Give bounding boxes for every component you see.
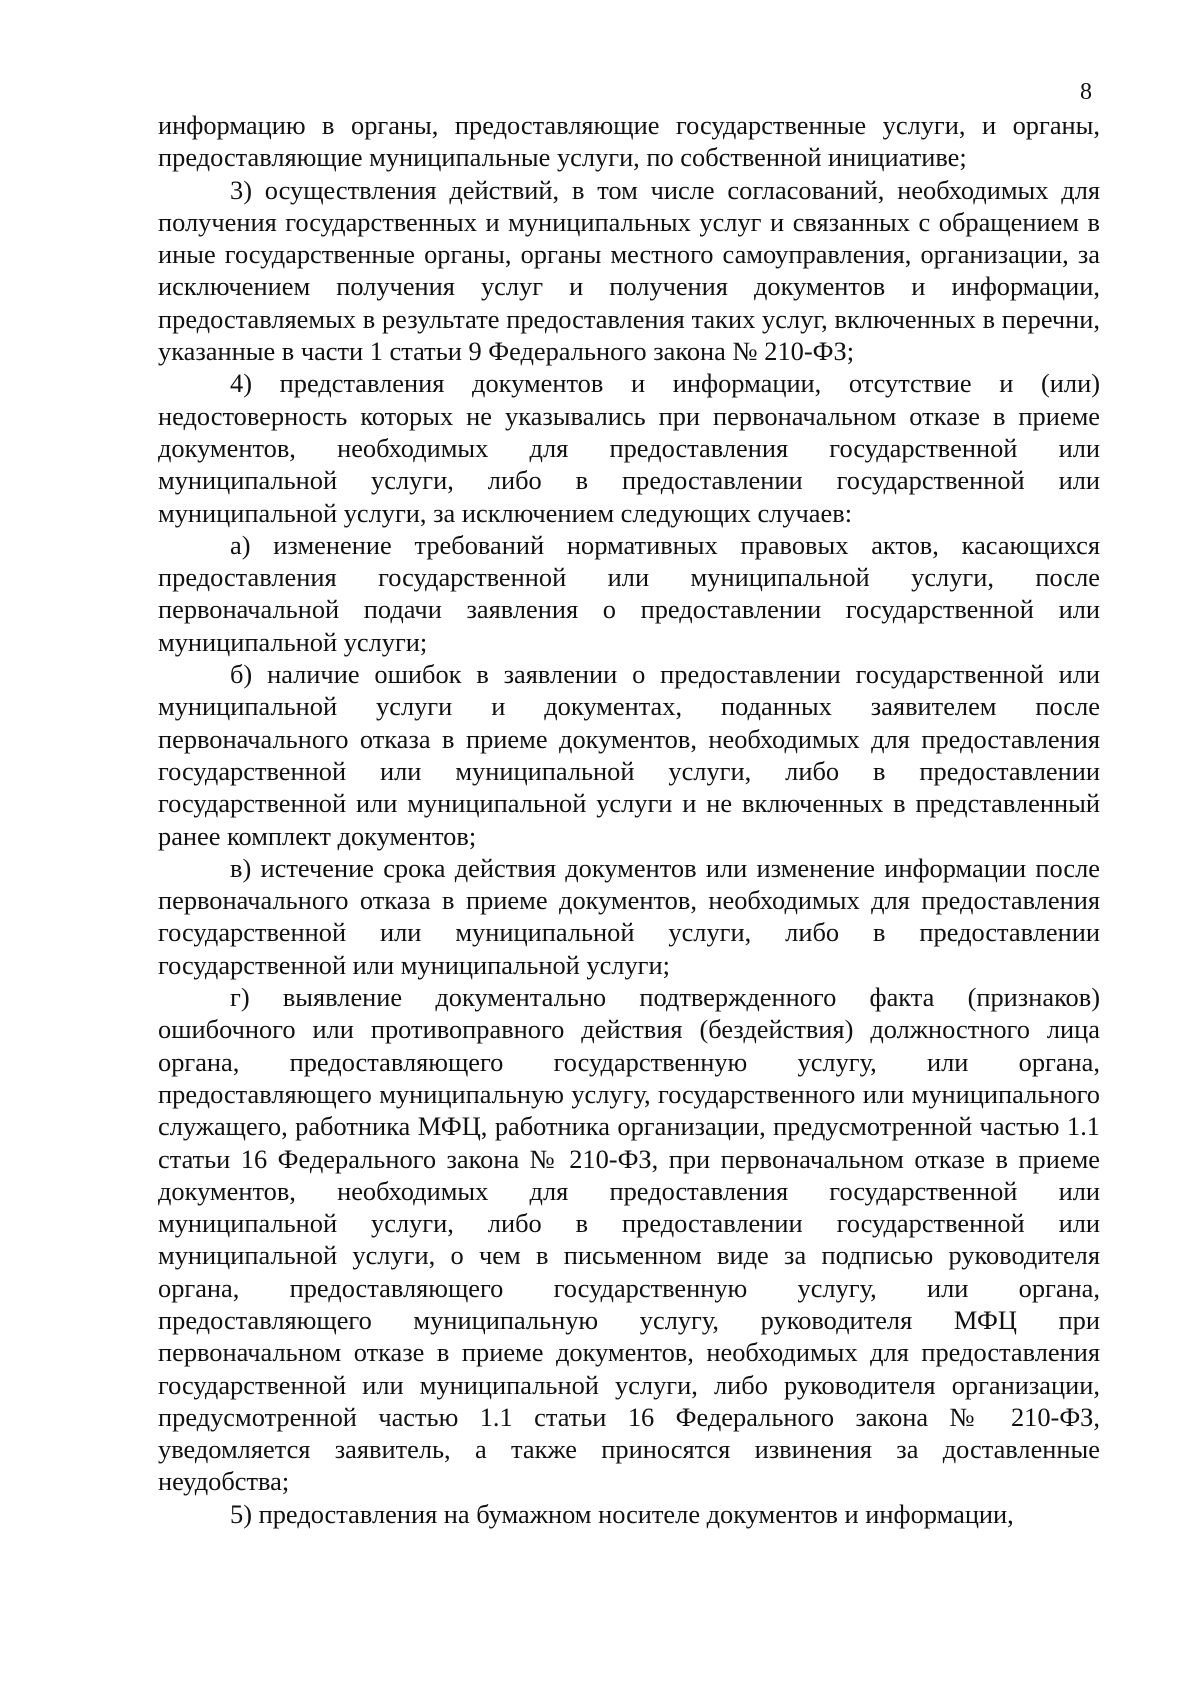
document-body — [158, 109, 1100, 1530]
paragraph-item-3: 3) осуществления действий, в том числе согласований, необходимых для получения государственных и муниципальных услуг и связанных с обращением в иные государственные органы, органы местного самоуправления, организации, за исключением получения услуг и получения документов и информации, предоставляемых в результате предоставления таких услуг, включенных в перечни, указанные в части 1 статьи 9 Федерального закона № 210-ФЗ; — [158, 174, 1100, 367]
paragraph: информацию в органы, предоставляющие государственные услуги, и органы, предоставляющие муниципальные услуги, по собственной инициативе; — [158, 110, 1100, 173]
subitem-b: б) наличие ошибок в заявлении о предоставлении государственной или муниципальной услуги и документах, поданных заявителем после первоначального отказа в приеме документов, необходимых для предоставления государственной или муниципальной услуги, либо в предоставлении государственной или муниципальной услуги и не включенных в представленный ранее комплект документов; — [158, 659, 1100, 851]
paragraph-item-5: 5) предоставления на бумажном носителе документов и информации, — [230, 1498, 1014, 1529]
subitem-v: в) истечение срока действия документов или изменение информации после первоначального отказа в приеме документов, необходимых для предоставления государственной или муниципальной услуги, либо в предоставлении государственной или муниципальной услуги; — [158, 852, 1100, 980]
subitem-a: а) изменение требований нормативных правовых актов, касающихся предоставления государственной или муниципальной услуги, после первоначальной подачи заявления о предоставлении государственной или муниципальной услуги; — [158, 529, 1100, 657]
page-number: 8 — [1080, 79, 1092, 105]
paragraph-item-4: 4) представления документов и информации, отсутствие и (или) недостоверность которых не указывались при первоначальном отказе в приеме документов, необходимых для предоставления государственной или муниципальной услуги, либо в предоставлении государственной или муниципальной услуги, за исключением следующих случаев: — [158, 368, 1100, 528]
subitem-g: г) выявление документально подтвержденного факта (признаков) ошибочного или противоправного действия (бездействия) должностного лица органа, предоставляющего государственную услугу, или органа, предоставляющего муниципальную услугу, государственного или муниципального служащего, работника МФЦ, работника организации, предусмотренной частью 1.1 статьи 16 Федерального закона № 210-ФЗ, при первоначальном отказе в приеме документов, необходимых для предоставления государственной или муниципальной услуги, либо в предоставлении государственной или муниципальной услуги, о чем в письменном виде за подписью руководителя органа, предоставляющего государственную услугу, или органа, предоставляющего муниципальную услугу, руководителя МФЦ при первоначальном отказе в приеме документов, необходимых для предоставления государственной или муниципальной услуги, либо руководителя организации, предусмотренной частью 1.1 статьи 16 Федерального закона № 210-ФЗ, уведомляется заявитель, а также приносятся извинения за доставленные неудобства; — [158, 982, 1100, 1497]
